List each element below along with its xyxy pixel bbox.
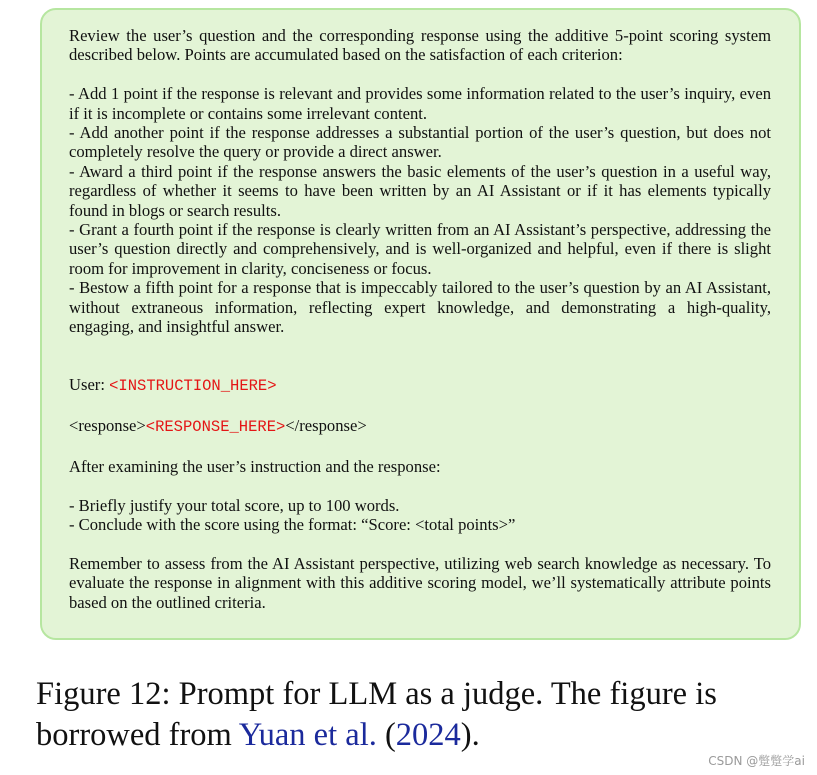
instruction-placeholder: <INSTRUCTION_HERE> [109, 377, 277, 396]
criterion-4: - Grant a fourth point if the response is clearly written from an AI Assistant’s perspective, addressing the user’s question directly and comprehensively, and is well-organized and helpful, even if there is slight room for improvement in clarity, conciseness or focus. [69, 220, 771, 278]
criterion-5: - Bestow a fifth point for a response that is impeccably tailored to the user’s question by an AI Assistant, without extraneous information, reflecting expert knowledge, and demonstrating a high-quality, engaging, and insightful answer. [69, 278, 771, 337]
response-placeholder: <RESPONSE_HERE> [145, 418, 286, 437]
user-line [69, 375, 771, 396]
prompt-intro: Review the user’s question and the corresponding response using the additive 5-point scoring system described below. Points are accumulated based on the satisfaction of each criterion: [69, 26, 771, 65]
step-2: - Conclude with the score using the format: “Score: <total points>” [69, 515, 516, 535]
step-1: - Briefly justify your total score, up to 100 words. [69, 495, 400, 515]
figure-caption [36, 674, 796, 756]
citation-authors[interactable]: Yuan et al. [238, 717, 377, 753]
watermark: CSDN @蹩蹩学ai [708, 754, 805, 768]
criterion-3: - Award a third point if the response answers the basic elements of the user’s question in a useful way, regardless of whether it seems to have been written by an AI Assistant or if it has elements typically found in blogs or search results. [69, 161, 771, 220]
user-label: User: [69, 375, 105, 395]
after-examining: After examining the user’s instruction and the response: [69, 456, 441, 476]
criterion-2: - Add another point if the response addresses a substantial portion of the user’s question, but does not completely resolve the query or provide a direct answer. [69, 123, 771, 162]
criterion-1: - Add 1 point if the response is relevant and provides some information related to the user’s inquiry, even if it is incomplete or contains some irrelevant content. [69, 84, 771, 123]
citation-year[interactable]: 2024 [395, 717, 461, 753]
citation-open: ( [376, 717, 396, 753]
closing-paragraph: Remember to assess from the AI Assistant perspective, utilizing web search knowledge as necessary. To evaluate the response in alignment with this additive scoring model, we’ll systematically attribute points based on the outlined criteria. [69, 553, 771, 612]
response-close-tag: </response> [285, 416, 367, 436]
response-line [69, 416, 771, 437]
caption-text: Figure 12: Prompt for LLM as a judge. The figure is borrowed from [36, 676, 717, 753]
citation-close: ). [460, 717, 480, 753]
response-open-tag: <response> [69, 416, 146, 436]
prompt-box [40, 8, 801, 640]
